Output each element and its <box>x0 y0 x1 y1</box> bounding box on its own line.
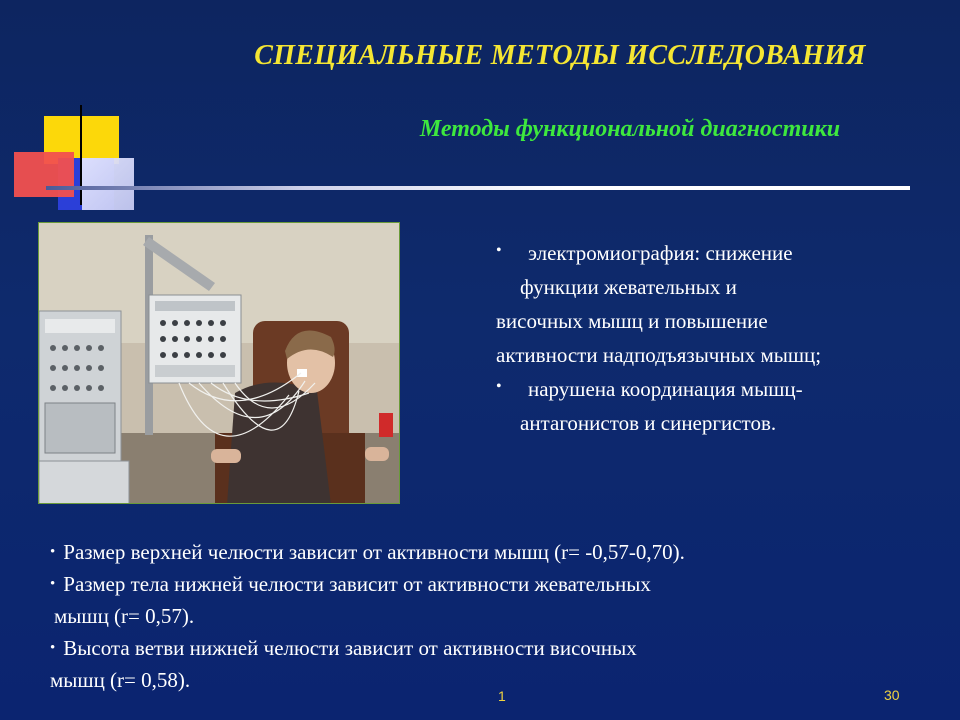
page-number: 30 <box>884 687 900 703</box>
decor-red-square <box>14 152 74 197</box>
bullet-icon: • <box>50 576 56 592</box>
correlation-findings-list <box>50 536 930 696</box>
list-item <box>496 236 936 372</box>
title-divider <box>46 186 910 190</box>
electromyography-photo <box>38 222 400 504</box>
decor-light-square <box>82 158 134 210</box>
emg-findings-list <box>496 236 936 440</box>
list-item <box>50 568 930 632</box>
list-item-text: активности надподъязычных мышц; <box>496 343 822 367</box>
photo-illustration-icon <box>39 223 400 504</box>
list-item-text: функции жевательных и <box>520 275 737 299</box>
bullet-icon: • <box>50 640 56 656</box>
list-item-text: Высота ветви нижней челюсти зависит от активности височных <box>63 636 637 660</box>
bullet-icon: • <box>50 544 56 560</box>
list-item <box>496 372 936 440</box>
list-item <box>50 536 930 568</box>
list-item-text: мышц (r= 0,57). <box>54 604 195 628</box>
list-item-text: нарушена координация мышц- <box>528 377 803 401</box>
list-item-text: мышц (r= 0,58). <box>50 668 191 692</box>
slide-title: СПЕЦИАЛЬНЫЕ МЕТОДЫ ИССЛЕДОВАНИЯ <box>254 40 866 71</box>
footer-number: 1 <box>498 688 506 704</box>
list-item-text: Размер верхней челюсти зависит от активности мышц (r= -0,57-0,70). <box>63 540 685 564</box>
slide-subtitle: Методы функциональной диагностики <box>419 116 841 142</box>
list-item-text: электромиография: снижение <box>528 241 793 265</box>
bullet-icon: • <box>496 378 502 395</box>
list-item-text: Размер тела нижней челюсти зависит от активности жевательных <box>63 572 651 596</box>
list-item-text: антагонистов и синергистов. <box>520 411 777 435</box>
bullet-icon: • <box>496 242 502 259</box>
list-item-text: височных мышц и повышение <box>496 309 768 333</box>
list-item <box>50 632 930 696</box>
decor-vertical-line <box>80 105 82 205</box>
